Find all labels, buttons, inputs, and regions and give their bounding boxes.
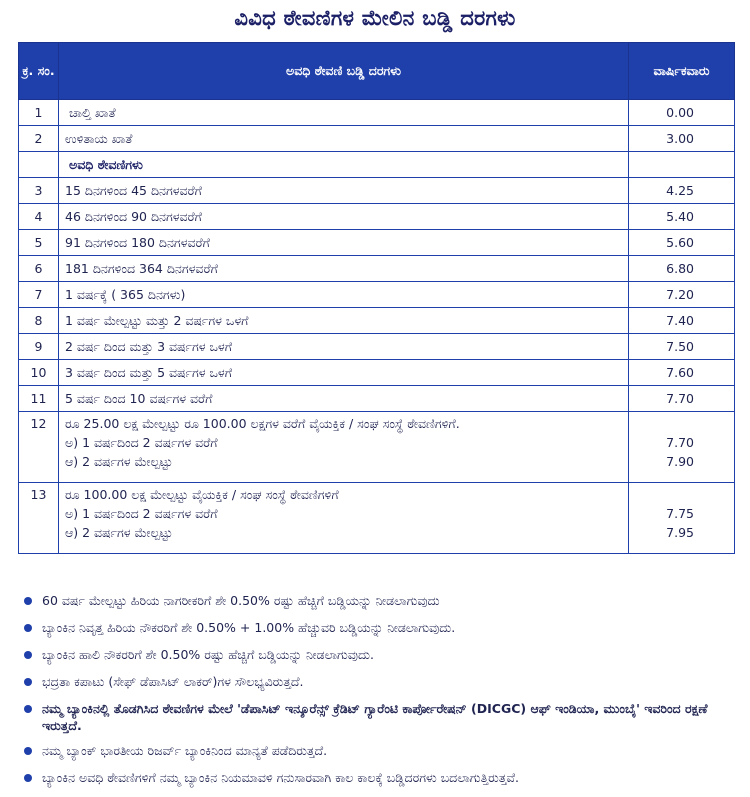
row-serial: 8 [19,308,59,334]
list-item [18,619,738,636]
row-rate: 4.25 [629,178,735,204]
table-row-multiline [19,483,735,554]
row-rate: 7.20 [629,282,735,308]
row-subitem-a: ಅ) 1 ವರ್ಷದಿಂದ 2 ವರ್ಷಗಳ ವರೆಗೆ [65,506,218,521]
row-description: 15 ದಿನಗಳಿಂದ 45 ದಿನಗಳವರೆಗೆ [59,178,629,204]
note-text: ಬ್ಯಾಂಕಿನ ನಿವೃತ್ತ ಹಿರಿಯ ನೌಕರರಿಗೆ ಶೇ 0.50% + 1.00% ಹೆಚ್ಚುವರಿ ಬಡ್ಡಿಯನ್ನು ನೀಡಲಾಗುವುದು. [42,620,456,635]
bullet-icon [24,624,32,632]
table-row [19,256,735,282]
row-rate: 3.00 [629,126,735,152]
row-rate-a: 7.70 [666,435,694,450]
row-description: ರೂ 25.00 ಲಕ್ಷ ಮೇಲ್ಪಟ್ಟು ರೂ 100.00 ಲಕ್ಷಗಳ ವರೆಗೆ ವೈಯಕ್ತಿಕ / ಸಂಘ ಸಂಸ್ಥೆ ಠೇವಣಿಗಳಿಗೆ. [65,416,460,431]
bullet-icon [24,705,32,713]
note-text: ಬ್ಯಾಂಕಿನ ಅವಧಿ ಠೇವಣಿಗಳಿಗೆ ನಮ್ಮ ಬ್ಯಾಂಕಿನ ನಿಯಮಾವಳಿ ಗನುಸಾರವಾಗಿ ಕಾಲ ಕಾಲಕ್ಕೆ ಬಡ್ಡಿದರಗಳು ಬದಲಾಗುತ್ತಿರುತ್ತವೆ. [42,770,519,785]
table-row [19,204,735,230]
table-row [19,334,735,360]
table-row [19,126,735,152]
table-row [19,100,735,126]
term-deposits-subheading: ಅವಧಿ ಠೇವಣಿಗಳು [59,152,629,178]
list-item [18,646,738,663]
note-text: ನಮ್ಮ ಬ್ಯಾಂಕಿನಲ್ಲಿ ತೊಡಗಿಸಿದ ಠೇವಣಿಗಳ ಮೇಲೆ 'ಡೆಪಾಸಿಟ್ ಇನ್ಶೂರೆನ್ಸ್ ಕ್ರೆಡಿಟ್ ಗ್ಯಾರೆಂಟಿ ಕಾರ್ಪೋರೇಷನ್ (DICGC) ಆಫ್ ಇಂಡಿಯಾ, ಮುಂಬೈ' ಇವರಿಂದ ರಕ್ಷಣೆ ಇರುತ್ತದೆ. [42,701,708,733]
bullet-icon [24,747,32,755]
table-row-multiline [19,412,735,483]
row-rate: 7.40 [629,308,735,334]
col-header-description: ಅವಧಿ ಠೇವಣಿ ಬಡ್ಡಿ ದರಗಳು [59,43,629,100]
list-item [18,769,738,786]
row-rate: 0.00 [629,100,735,126]
bullet-icon [24,678,32,686]
list-item [18,592,738,609]
interest-rate-table [18,42,735,554]
row-serial: 2 [19,126,59,152]
row-description: 91 ದಿನಗಳಿಂದ 180 ದಿನಗಳವರೆಗೆ [59,230,629,256]
row-serial: 11 [19,386,59,412]
bullet-icon [24,651,32,659]
col-header-annual-rate: ವಾರ್ಷಿಕವಾರು [629,43,735,100]
row-serial: 1 [19,100,59,126]
row-rate-a: 7.75 [666,506,694,521]
row-description: 1 ವರ್ಷ ಮೇಲ್ಪಟ್ಟು ಮತ್ತು 2 ವರ್ಷಗಳ ಒಳಗೆ [59,308,629,334]
row-rate-b: 7.90 [666,454,694,469]
table-row [19,360,735,386]
row-serial: 4 [19,204,59,230]
note-text: ಭದ್ರತಾ ಕಪಾಟು (ಸೇಫ್ ಡೆಪಾಸಿಟ್ ಲಾಕರ್)ಗಳ ಸೌಲಭ್ಯವಿರುತ್ತದೆ. [42,674,304,689]
page-title: ವಿವಿಧ ಠೇವಣಿಗಳ ಮೇಲಿನ ಬಡ್ಡಿ ದರಗಳು [234,6,516,30]
table-row [19,308,735,334]
row-serial: 6 [19,256,59,282]
bullet-icon [24,774,32,782]
table-row [19,178,735,204]
row-description: 46 ದಿನಗಳಿಂದ 90 ದಿನಗಳವರೆಗೆ [59,204,629,230]
row-subitem-a: ಅ) 1 ವರ್ಷದಿಂದ 2 ವರ್ಷಗಳ ವರೆಗೆ [65,435,218,450]
row-description: 5 ವರ್ಷ ದಿಂದ 10 ವರ್ಷಗಳ ವರೆಗೆ [59,386,629,412]
row-rate: 7.60 [629,360,735,386]
row-description: 181 ದಿನಗಳಿಂದ 364 ದಿನಗಳವರೆಗೆ [59,256,629,282]
bullet-icon [24,597,32,605]
table-row [19,230,735,256]
row-description: ಚಾಲ್ತಿ ಖಾತೆ [59,100,629,126]
row-rate: 7.50 [629,334,735,360]
row-serial: 5 [19,230,59,256]
list-item [18,700,738,734]
row-rate: 6.80 [629,256,735,282]
row-subitem-b: ಆ) 2 ವರ್ಷಗಳ ಮೇಲ್ಪಟ್ಟು [65,454,173,469]
table-row [19,282,735,308]
row-serial: 10 [19,360,59,386]
table-header-row [19,43,735,100]
note-text: ಬ್ಯಾಂಕಿನ ಹಾಲಿ ನೌಕರರಿಗೆ ಶೇ 0.50% ರಷ್ಟು ಹೆಚ್ಚಿಗೆ ಬಡ್ಡಿಯನ್ನು ನೀಡಲಾಗುವುದು. [42,647,374,662]
list-item [18,742,738,759]
row-description: 1 ವರ್ಷಕ್ಕೆ ( 365 ದಿನಗಳು) [59,282,629,308]
note-text: ನಮ್ಮ ಬ್ಯಾಂಕ್ ಭಾರತೀಯ ರಿಜರ್ವ್ ಬ್ಯಾಂಕಿನಿಂದ ಮಾನ್ಯತೆ ಪಡೆದಿರುತ್ತದೆ. [42,743,328,758]
row-description: ರೂ 100.00 ಲಕ್ಷ ಮೇಲ್ಪಟ್ಟು ವೈಯಕ್ತಿಕ / ಸಂಘ ಸಂಸ್ಥೆ ಠೇವಣಿಗಳಿಗೆ [65,487,339,502]
notes-list [18,592,738,796]
row-subitem-b: ಆ) 2 ವರ್ಷಗಳ ಮೇಲ್ಪಟ್ಟು [65,525,173,540]
table-subheading-row [19,152,735,178]
row-description: 3 ವರ್ಷ ದಿಂದ ಮತ್ತು 5 ವರ್ಷಗಳ ಒಳಗೆ [59,360,629,386]
row-description: ಉಳಿತಾಯ ಖಾತೆ [59,126,629,152]
row-serial: 12 [19,412,59,483]
table-row [19,386,735,412]
row-serial: 7 [19,282,59,308]
row-serial: 9 [19,334,59,360]
col-header-serial: ಕ್ರ. ಸಂ. [19,43,59,100]
note-text: 60 ವರ್ಷ ಮೇಲ್ಪಟ್ಟು ಹಿರಿಯ ನಾಗರೀಕರಿಗೆ ಶೇ 0.50% ರಷ್ಟು ಹೆಚ್ಚಿಗೆ ಬಡ್ಡಿಯನ್ನು ನೀಡಲಾಗುವುದು [42,593,440,608]
row-description: 2 ವರ್ಷ ದಿಂದ ಮತ್ತು 3 ವರ್ಷಗಳ ಒಳಗೆ [59,334,629,360]
row-rate: 7.70 [629,386,735,412]
row-serial: 13 [19,483,59,554]
row-serial: 3 [19,178,59,204]
row-rate-b: 7.95 [666,525,694,540]
list-item [18,673,738,690]
row-rate: 5.60 [629,230,735,256]
row-rate: 5.40 [629,204,735,230]
